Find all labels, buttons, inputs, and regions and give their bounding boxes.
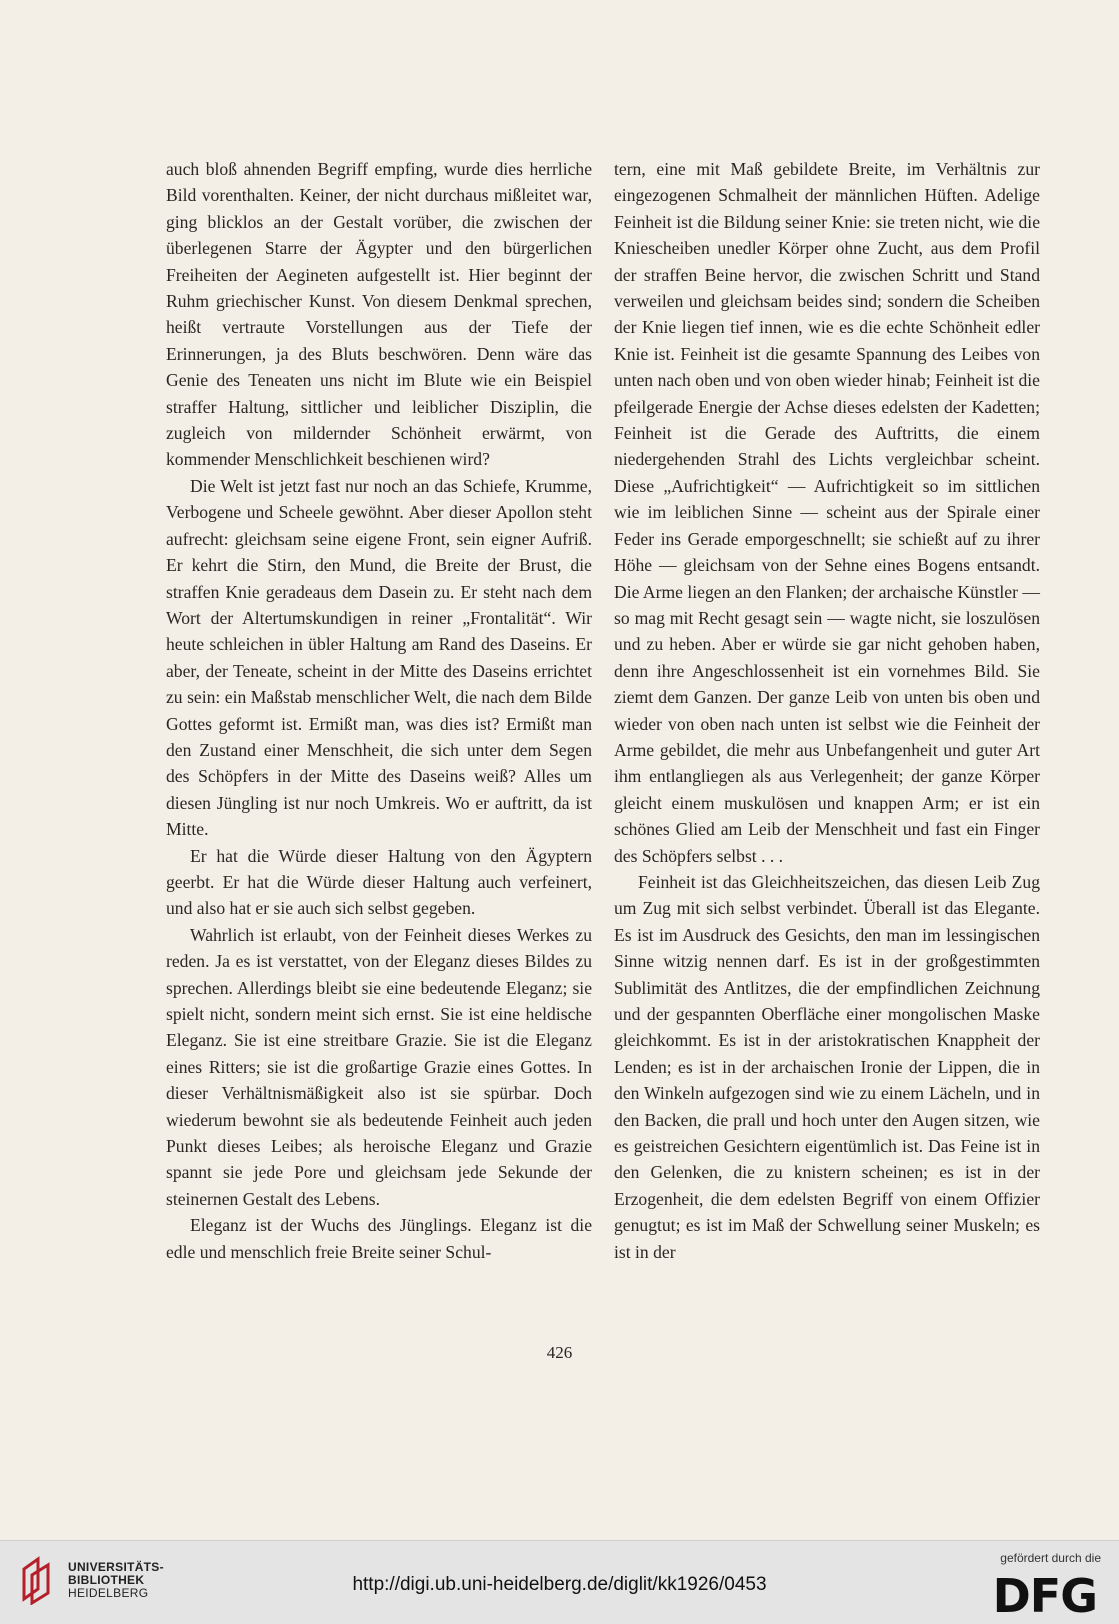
page-number: 426 [546,1343,573,1362]
funding-note: gefördert durch die [1000,1551,1101,1565]
paragraph: auch bloß ahnenden Begriff empfing, wurde dies herrliche Bild vorenthalten. Keiner, der nicht durchaus mißleitet war, ging blicklos an der Gestalt vorüber, die zwischen der überlegenen Starre der Ägypter und den bürgerlichen Freiheiten der Aegineten aufgestellt ist. Hier beginnt der Ruhm griechischer Kunst. Von diesem Denkmal sprechen, heißt vertraute Vorstellungen aus der Tiefe der Erinnerungen, ja des Bluts beschwören. Denn wäre das Genie des Teneaten uns nicht im Blute wie ein Beispiel straffer Haltung, sittlicher und leiblicher Disziplin, die zugleich von mildernder Schönheit erwärmt, von kommender Menschlichkeit beschienen wird? [166,159,592,470]
paragraph: Die Welt ist jetzt fast nur noch an das Schiefe, Krumme, Verbogene und Scheele gewöhnt. Aber dieser Apollon steht aufrecht: gleichsam seine eigene Front, sein eigner Aufriß. Er kehrt die Stirn, den Mund, die Breite der Brust, die straffen Knie geradeaus dem Dasein zu. Er steht nach dem Wort der Altertumskundigen in reiner „Frontalität“. Wir heute schleichen in übler Haltung am Rand des Daseins. Er aber, der Teneate, scheint in der Mitte des Daseins errichtet zu sein: ein Maßstab menschlicher Welt, die nach dem Bilde Gottes geformt ist. Ermißt man, was dies ist? Ermißt man den Zustand einer Menschheit, die sich unter dem Segen des Schöpfers in der Mitte des Daseins weiß? Alles um diesen Jüngling ist nur noch Umkreis. Wo er auftritt, da ist Mitte. [166,475,592,840]
paragraph: Eleganz ist der Wuchs des Jünglings. Eleganz ist die edle und menschlich freie Breite seiner Schul- [166,1215,592,1262]
paragraph: Wahrlich ist erlaubt, von der Feinheit dieses Werkes zu reden. Ja es ist verstattet, von der Eleganz dieses Bildes zu sprechen. Allerdings bleibt sie eine bedeutende Eleganz; sie spielt nicht, sondern meint sich ernst. Sie ist eine heldische Eleganz. Sie ist eine streitbare Grazie. Sie ist die Eleganz eines Ritters; sie ist die großartige Grazie eines Gottes. In dieser Verhältnismäßigkeit also ist sie spürbar. Doch wiederum bewohnt sie als bedeutende Feinheit auch jeden Punkt dieses Leibes; als heroische Eleganz und Grazie spannt sie jede Pore und gleichsam jede Sekunde der steinernen Gestalt des Lebens. [166,924,592,1209]
digitization-footer [0,1540,1119,1624]
library-name: UNIVERSITÄTS- BIBLIOTHEK HEIDELBERG [68,1560,164,1600]
dfg-logo: DFG [992,1569,1097,1623]
text-column-left [166,156,592,1265]
paragraph: Feinheit ist das Gleichheitszeichen, das diesen Leib Zug um Zug mit sich selbst verbindet. Überall ist das Elegante. Es ist im Ausdruck des Gesichts, den man im lessingischen Sinne witzig nennen darf. Es ist in der großgestimmten Sublimität des Antlitzes, die der empfindlichen Zeichnung und der gespannten Oberfläche einer mongolischen Maske gleichkommt. Es ist in der aristokratischen Knappheit der Lenden; es ist in der archaischen Ironie der Lippen, die in den Winkeln aufgezogen sind wie zu einem Lächeln, und in den Backen, die prall und hoch unter den Augen sitzen, wie es geistreichen Gesichtern eigentümlich ist. Das Feine ist in den Gelenken, die zu knistern scheinen; es ist in der Erzogenheit, die dem edelsten Begriff von einem Offizier genugtut; es ist im Maß der Schwellung seiner Muskeln; es ist in der [614,871,1040,1262]
paragraph: Er hat die Würde dieser Haltung von den Ägyptern geerbt. Er hat die Würde dieser Haltung auch verfeinert, und also hat er sie auch sich selbst gegeben. [166,845,592,919]
text-column-right [614,156,1040,1265]
paragraph: tern, eine mit Maß gebildete Breite, im Verhältnis zur eingezogenen Schmalheit der männlichen Hüften. Adelige Feinheit ist die Bildung seiner Knie: sie treten nicht, wie die Kniescheiben unedler Körper ohne Zucht, aus dem Profil der straffen Beine hervor, die zwischen Schritt und Stand verweilen und gleichsam beides sind; sondern die Scheiben der Knie liegen tief innen, wie es die echte Schönheit edler Knie ist. Feinheit ist die gesamte Spannung des Leibes von unten nach oben und von oben wieder hinab; Feinheit ist die pfeilgerade Energie der Achse dieses edelsten der Kadetten; Feinheit ist die Gerade des Auftritts, die einem niedergehenden Strahl des Lichts vergleichbar scheint. Diese „Aufrichtigkeit“ — Aufrichtigkeit so im sittlichen wie im leiblichen Sinne — scheint aus der Spirale einer Feder ins Gerade emporgeschnellt; sie schießt auf zu ihrer Höhe — gleichsam von der Sehne eines Bogens entsandt. Die Arme liegen an den Flanken; der archaische Künstler — so mag mit Recht gesagt sein — wagte nicht, sie loszulösen und zu heben. Aber er würde sie gar nicht gehoben haben, denn ihre Angeschlossenheit ist ein vornehmes Bild. Sie ziemt dem Ganzen. Der ganze Leib von unten bis oben und wieder von oben nach unten ist selbst wie die Feinheit der Arme gebildet, die mehr aus Unbefangenheit und guter Art ihm entlangliegen als aus Verlegenheit; der ganze Körper gleicht einem muskulösen und knappen Arm; er ist ein schönes Glied am Leib der Menschheit und fast ein Finger des Schöpfers selbst . . . [614,159,1040,866]
permalink-url[interactable]: http://digi.ub.uni-heidelberg.de/diglit/kk1926/0453 [352,1574,767,1595]
